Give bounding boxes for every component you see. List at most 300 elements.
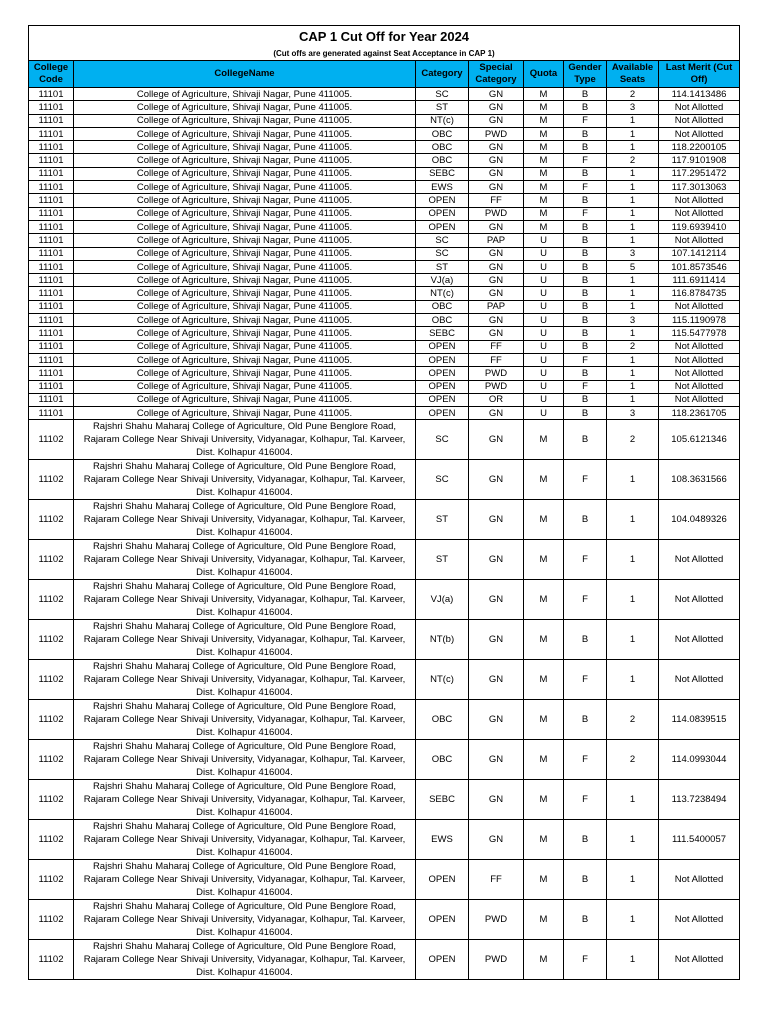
cell-available-seats: 1 [607,274,659,287]
cell-available-seats: 5 [607,260,659,273]
cell-college-code: 11101 [29,220,74,233]
cell-special-category: GN [469,141,524,154]
table-row [29,393,740,406]
table-row [29,247,740,260]
cell-quota: U [524,247,564,260]
cell-college-name: College of Agriculture, Shivaji Nagar, Pune 411005. [74,380,416,393]
cell-gender-type: B [564,247,607,260]
cell-college-code: 11101 [29,287,74,300]
cell-gender-type: F [564,154,607,167]
cell-available-seats: 1 [607,167,659,180]
cell-college-code: 11102 [29,860,74,900]
cell-category: NT(c) [416,287,469,300]
cell-college-name: College of Agriculture, Shivaji Nagar, Pune 411005. [74,141,416,154]
cell-last-merit: Not Allotted [659,101,740,114]
cell-last-merit: 111.6911414 [659,274,740,287]
cell-available-seats: 1 [607,220,659,233]
cell-college-code: 11101 [29,314,74,327]
cell-available-seats: 1 [607,194,659,207]
table-row [29,220,740,233]
cell-last-merit: Not Allotted [659,393,740,406]
cell-available-seats: 1 [607,181,659,194]
cell-quota: M [524,740,564,780]
cell-special-category: GN [469,181,524,194]
cell-category: ST [416,500,469,540]
cell-college-code: 11101 [29,194,74,207]
cell-quota: M [524,220,564,233]
cell-available-seats: 1 [607,820,659,860]
table-row [29,274,740,287]
cell-last-merit: 111.5400057 [659,820,740,860]
cell-available-seats: 1 [607,900,659,940]
cell-quota: M [524,127,564,140]
cell-college-code: 11102 [29,700,74,740]
cell-college-name: Rajshri Shahu Maharaj College of Agriculture, Old Pune Benglore Road, Rajaram College Near Shivaji University, Vidyanagar, Kolhapur, Tal. Karveer, Dist. Kolhapur 416004. [74,700,416,740]
cell-college-name: College of Agriculture, Shivaji Nagar, Pune 411005. [74,88,416,101]
cell-quota: U [524,300,564,313]
table-row [29,353,740,366]
table-row [29,327,740,340]
cell-college-name: Rajshri Shahu Maharaj College of Agriculture, Old Pune Benglore Road, Rajaram College Near Shivaji University, Vidyanagar, Kolhapur, Tal. Karveer, Dist. Kolhapur 416004. [74,580,416,620]
cell-available-seats: 1 [607,620,659,660]
cell-available-seats: 1 [607,500,659,540]
sheet-subtitle: (Cut offs are generated against Seat Acceptance in CAP 1) [29,46,740,61]
cell-category: OBC [416,127,469,140]
cell-available-seats: 1 [607,393,659,406]
cell-special-category: FF [469,194,524,207]
cell-special-category: PWD [469,380,524,393]
table-row [29,234,740,247]
table-row [29,167,740,180]
table-row [29,740,740,780]
cell-gender-type: F [564,580,607,620]
table-row [29,154,740,167]
cell-special-category: GN [469,420,524,460]
table-row [29,780,740,820]
cell-category: OPEN [416,407,469,420]
cell-quota: M [524,700,564,740]
cell-category: SEBC [416,167,469,180]
cell-special-category: GN [469,407,524,420]
cell-college-name: College of Agriculture, Shivaji Nagar, Pune 411005. [74,154,416,167]
cell-quota: U [524,340,564,353]
cell-gender-type: B [564,194,607,207]
cell-college-name: Rajshri Shahu Maharaj College of Agriculture, Old Pune Benglore Road, Rajaram College Near Shivaji University, Vidyanagar, Kolhapur, Tal. Karveer, Dist. Kolhapur 416004. [74,780,416,820]
cell-quota: M [524,88,564,101]
cell-college-code: 11101 [29,181,74,194]
table-row [29,340,740,353]
cell-quota: U [524,287,564,300]
cell-gender-type: F [564,460,607,500]
cell-college-code: 11101 [29,141,74,154]
cell-gender-type: B [564,88,607,101]
cell-category: OBC [416,154,469,167]
cell-college-name: Rajshri Shahu Maharaj College of Agriculture, Old Pune Benglore Road, Rajaram College Near Shivaji University, Vidyanagar, Kolhapur, Tal. Karveer, Dist. Kolhapur 416004. [74,900,416,940]
cell-last-merit: Not Allotted [659,380,740,393]
cell-category: VJ(a) [416,274,469,287]
cell-special-category: OR [469,393,524,406]
cell-gender-type: B [564,300,607,313]
cell-special-category: PWD [469,127,524,140]
cell-quota: U [524,314,564,327]
cell-quota: M [524,900,564,940]
cell-available-seats: 2 [607,340,659,353]
cell-special-category: GN [469,167,524,180]
cell-category: ST [416,101,469,114]
cell-college-name: Rajshri Shahu Maharaj College of Agriculture, Old Pune Benglore Road, Rajaram College Near Shivaji University, Vidyanagar, Kolhapur, Tal. Karveer, Dist. Kolhapur 416004. [74,620,416,660]
cell-college-code: 11101 [29,353,74,366]
cell-available-seats: 2 [607,154,659,167]
cell-last-merit: 104.0489326 [659,500,740,540]
cell-college-code: 11101 [29,101,74,114]
cell-category: OBC [416,314,469,327]
cell-gender-type: B [564,101,607,114]
cell-category: SC [416,247,469,260]
cell-quota: M [524,207,564,220]
cell-quota: M [524,780,564,820]
cell-special-category: GN [469,287,524,300]
cell-special-category: GN [469,740,524,780]
cell-special-category: GN [469,780,524,820]
cell-gender-type: B [564,220,607,233]
cell-special-category: GN [469,700,524,740]
cell-last-merit: 117.2951472 [659,167,740,180]
cell-quota: U [524,380,564,393]
cell-special-category: GN [469,620,524,660]
cell-college-name: College of Agriculture, Shivaji Nagar, Pune 411005. [74,274,416,287]
table-row [29,420,740,460]
cell-special-category: PWD [469,900,524,940]
cell-last-merit: Not Allotted [659,194,740,207]
header-available-seats: Available Seats [607,61,659,88]
cell-available-seats: 2 [607,420,659,460]
cell-category: OPEN [416,940,469,980]
cell-special-category: PWD [469,207,524,220]
cell-quota: U [524,407,564,420]
cell-college-code: 11102 [29,580,74,620]
cell-college-code: 11101 [29,207,74,220]
cell-college-code: 11101 [29,114,74,127]
cell-category: VJ(a) [416,580,469,620]
table-body [29,88,740,980]
cell-college-name: College of Agriculture, Shivaji Nagar, Pune 411005. [74,300,416,313]
cell-last-merit: Not Allotted [659,353,740,366]
cell-category: NT(c) [416,114,469,127]
table-row [29,500,740,540]
cell-quota: M [524,101,564,114]
cell-category: SEBC [416,780,469,820]
cell-college-name: College of Agriculture, Shivaji Nagar, Pune 411005. [74,314,416,327]
cell-college-name: College of Agriculture, Shivaji Nagar, Pune 411005. [74,207,416,220]
cell-last-merit: 101.8573546 [659,260,740,273]
cell-last-merit: 117.3013063 [659,181,740,194]
table-row [29,580,740,620]
cutoff-table [28,25,740,980]
cell-available-seats: 1 [607,327,659,340]
cell-last-merit: 114.0839515 [659,700,740,740]
header-last-merit: Last Merit (Cut Off) [659,61,740,88]
cell-special-category: PWD [469,940,524,980]
cell-gender-type: B [564,287,607,300]
cell-quota: M [524,194,564,207]
cell-available-seats: 1 [607,380,659,393]
cell-last-merit: Not Allotted [659,367,740,380]
cutoff-sheet [28,25,739,980]
cell-category: OPEN [416,207,469,220]
cell-college-name: College of Agriculture, Shivaji Nagar, Pune 411005. [74,260,416,273]
cell-college-name: College of Agriculture, Shivaji Nagar, Pune 411005. [74,194,416,207]
cell-college-code: 11101 [29,234,74,247]
table-row [29,460,740,500]
cell-gender-type: B [564,900,607,940]
cell-quota: M [524,500,564,540]
cell-category: SC [416,460,469,500]
cell-gender-type: B [564,274,607,287]
cell-quota: U [524,353,564,366]
cell-last-merit: 114.0993044 [659,740,740,780]
cell-available-seats: 1 [607,860,659,900]
cell-college-name: College of Agriculture, Shivaji Nagar, Pune 411005. [74,327,416,340]
cell-special-category: GN [469,101,524,114]
cell-category: ST [416,540,469,580]
header-gender-type: Gender Type [564,61,607,88]
cell-gender-type: B [564,700,607,740]
cell-gender-type: F [564,540,607,580]
cell-last-merit: 115.1190978 [659,314,740,327]
cell-college-code: 11101 [29,367,74,380]
cell-category: OBC [416,740,469,780]
cell-quota: M [524,660,564,700]
cell-last-merit: Not Allotted [659,114,740,127]
cell-college-code: 11101 [29,154,74,167]
cell-college-name: Rajshri Shahu Maharaj College of Agriculture, Old Pune Benglore Road, Rajaram College Near Shivaji University, Vidyanagar, Kolhapur, Tal. Karveer, Dist. Kolhapur 416004. [74,820,416,860]
cell-special-category: PAP [469,234,524,247]
cell-last-merit: Not Allotted [659,580,740,620]
cell-special-category: GN [469,247,524,260]
cell-special-category: FF [469,860,524,900]
cell-college-name: Rajshri Shahu Maharaj College of Agriculture, Old Pune Benglore Road, Rajaram College Near Shivaji University, Vidyanagar, Kolhapur, Tal. Karveer, Dist. Kolhapur 416004. [74,500,416,540]
cell-available-seats: 1 [607,141,659,154]
cell-category: SC [416,88,469,101]
cell-quota: M [524,540,564,580]
cell-special-category: GN [469,660,524,700]
cell-last-merit: Not Allotted [659,900,740,940]
cell-gender-type: F [564,207,607,220]
cell-last-merit: Not Allotted [659,660,740,700]
cell-quota: M [524,460,564,500]
cell-special-category: GN [469,327,524,340]
table-row [29,194,740,207]
cell-available-seats: 2 [607,700,659,740]
cell-quota: M [524,141,564,154]
cell-category: OPEN [416,393,469,406]
cell-gender-type: B [564,314,607,327]
cell-special-category: FF [469,340,524,353]
cell-category: OPEN [416,367,469,380]
cell-available-seats: 1 [607,353,659,366]
cell-gender-type: B [564,340,607,353]
cell-category: OPEN [416,340,469,353]
table-row [29,127,740,140]
cell-category: OBC [416,141,469,154]
table-row [29,181,740,194]
cell-special-category: PAP [469,300,524,313]
cell-last-merit: 107.1412114 [659,247,740,260]
cell-special-category: PWD [469,367,524,380]
cell-college-code: 11102 [29,900,74,940]
cell-college-name: Rajshri Shahu Maharaj College of Agriculture, Old Pune Benglore Road, Rajaram College Near Shivaji University, Vidyanagar, Kolhapur, Tal. Karveer, Dist. Kolhapur 416004. [74,660,416,700]
cell-available-seats: 3 [607,247,659,260]
cell-category: OPEN [416,194,469,207]
cell-college-code: 11102 [29,420,74,460]
table-row [29,367,740,380]
cell-available-seats: 3 [607,314,659,327]
cell-last-merit: Not Allotted [659,620,740,660]
cell-gender-type: F [564,660,607,700]
cell-special-category: FF [469,353,524,366]
table-row [29,141,740,154]
cell-gender-type: B [564,327,607,340]
cell-last-merit: Not Allotted [659,127,740,140]
header-college-name: CollegeName [74,61,416,88]
table-row [29,900,740,940]
table-row [29,940,740,980]
cell-category: EWS [416,181,469,194]
cell-college-code: 11102 [29,540,74,580]
cell-available-seats: 1 [607,367,659,380]
cell-college-code: 11102 [29,620,74,660]
cell-quota: U [524,367,564,380]
cell-college-code: 11101 [29,340,74,353]
cell-quota: M [524,167,564,180]
cell-special-category: GN [469,114,524,127]
cell-last-merit: 113.7238494 [659,780,740,820]
cell-available-seats: 1 [607,127,659,140]
cell-special-category: GN [469,460,524,500]
cell-quota: M [524,154,564,167]
cell-college-code: 11102 [29,820,74,860]
cell-college-name: College of Agriculture, Shivaji Nagar, Pune 411005. [74,167,416,180]
cell-gender-type: B [564,860,607,900]
cell-last-merit: 116.8784735 [659,287,740,300]
table-row [29,820,740,860]
cell-college-code: 11102 [29,940,74,980]
cell-college-code: 11102 [29,500,74,540]
cell-last-merit: 117.9101908 [659,154,740,167]
cell-available-seats: 1 [607,540,659,580]
table-row [29,380,740,393]
cell-college-code: 11101 [29,167,74,180]
header-college-code: College Code [29,61,74,88]
cell-gender-type: F [564,780,607,820]
cell-college-name: Rajshri Shahu Maharaj College of Agriculture, Old Pune Benglore Road, Rajaram College Near Shivaji University, Vidyanagar, Kolhapur, Tal. Karveer, Dist. Kolhapur 416004. [74,420,416,460]
cell-college-code: 11102 [29,660,74,700]
cell-available-seats: 1 [607,234,659,247]
cell-category: NT(b) [416,620,469,660]
cell-college-code: 11101 [29,274,74,287]
cell-available-seats: 3 [607,407,659,420]
cell-quota: M [524,181,564,194]
cell-last-merit: Not Allotted [659,860,740,900]
cell-gender-type: B [564,234,607,247]
cell-special-category: GN [469,580,524,620]
cell-category: OPEN [416,380,469,393]
table-row [29,540,740,580]
cell-category: OPEN [416,220,469,233]
cell-college-code: 11101 [29,300,74,313]
cell-college-code: 11101 [29,260,74,273]
cell-college-code: 11102 [29,780,74,820]
cell-available-seats: 1 [607,460,659,500]
cell-available-seats: 1 [607,940,659,980]
cell-college-code: 11101 [29,407,74,420]
cell-gender-type: B [564,500,607,540]
cell-category: OPEN [416,860,469,900]
cell-last-merit: Not Allotted [659,940,740,980]
cell-category: SEBC [416,327,469,340]
cell-category: SC [416,420,469,460]
table-row [29,88,740,101]
cell-college-code: 11102 [29,740,74,780]
cell-special-category: GN [469,154,524,167]
cell-available-seats: 1 [607,300,659,313]
cell-college-name: College of Agriculture, Shivaji Nagar, Pune 411005. [74,367,416,380]
cell-available-seats: 1 [607,287,659,300]
cell-college-name: College of Agriculture, Shivaji Nagar, Pune 411005. [74,340,416,353]
cell-quota: U [524,393,564,406]
cell-last-merit: Not Allotted [659,300,740,313]
cell-quota: M [524,820,564,860]
cell-college-name: Rajshri Shahu Maharaj College of Agriculture, Old Pune Benglore Road, Rajaram College Near Shivaji University, Vidyanagar, Kolhapur, Tal. Karveer, Dist. Kolhapur 416004. [74,540,416,580]
cell-quota: M [524,114,564,127]
cell-college-name: College of Agriculture, Shivaji Nagar, Pune 411005. [74,234,416,247]
cell-category: OBC [416,300,469,313]
cell-gender-type: F [564,380,607,393]
cell-last-merit: 119.6939410 [659,220,740,233]
cell-college-name: College of Agriculture, Shivaji Nagar, Pune 411005. [74,101,416,114]
cell-category: NT(c) [416,660,469,700]
cell-gender-type: B [564,260,607,273]
cell-category: OBC [416,700,469,740]
cell-special-category: GN [469,540,524,580]
cell-special-category: GN [469,820,524,860]
cell-last-merit: 115.5477978 [659,327,740,340]
cell-college-name: College of Agriculture, Shivaji Nagar, Pune 411005. [74,247,416,260]
cell-last-merit: 114.1413486 [659,88,740,101]
cell-available-seats: 3 [607,101,659,114]
cell-gender-type: F [564,353,607,366]
table-row [29,207,740,220]
cell-quota: M [524,620,564,660]
cell-college-code: 11102 [29,460,74,500]
cell-college-name: Rajshri Shahu Maharaj College of Agriculture, Old Pune Benglore Road, Rajaram College Near Shivaji University, Vidyanagar, Kolhapur, Tal. Karveer, Dist. Kolhapur 416004. [74,740,416,780]
cell-special-category: GN [469,220,524,233]
cell-available-seats: 2 [607,740,659,780]
header-quota: Quota [524,61,564,88]
cell-college-code: 11101 [29,380,74,393]
table-row [29,660,740,700]
cell-college-name: College of Agriculture, Shivaji Nagar, Pune 411005. [74,181,416,194]
cell-last-merit: Not Allotted [659,540,740,580]
cell-available-seats: 1 [607,580,659,620]
cell-college-name: College of Agriculture, Shivaji Nagar, Pune 411005. [74,114,416,127]
cell-last-merit: Not Allotted [659,234,740,247]
cell-gender-type: B [564,167,607,180]
table-row [29,314,740,327]
cell-college-name: College of Agriculture, Shivaji Nagar, Pune 411005. [74,407,416,420]
cell-gender-type: F [564,740,607,780]
cell-category: OPEN [416,353,469,366]
